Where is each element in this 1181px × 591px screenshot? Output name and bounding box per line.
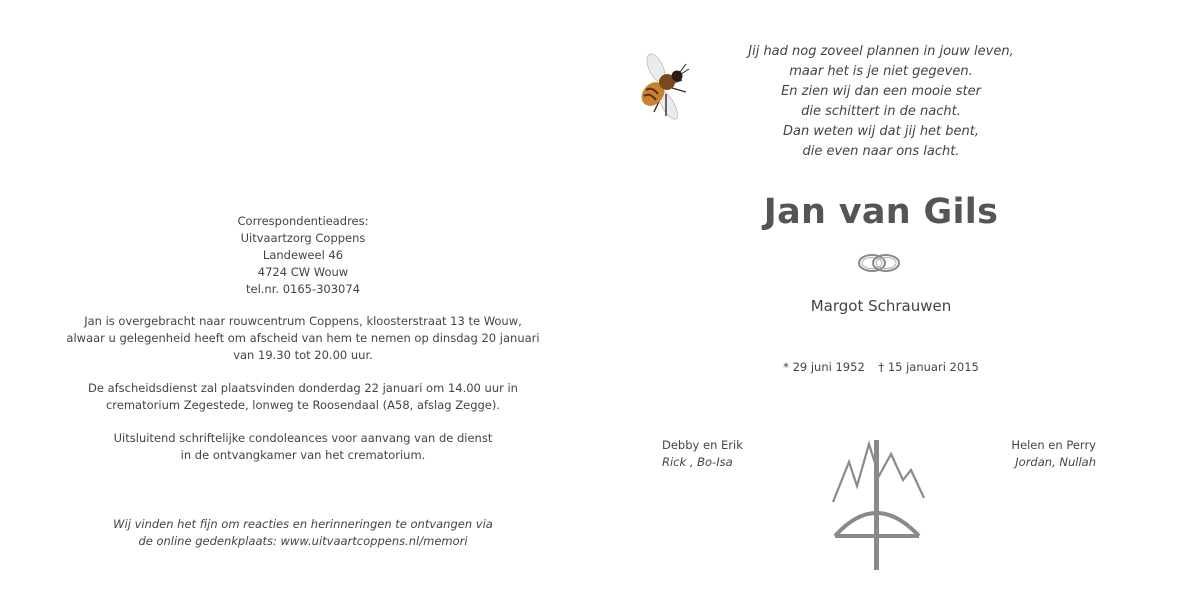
online-line: de online gedenkplaats: www.uitvaartcoppens.nl/memori <box>138 534 468 548</box>
condolence-line: in de ontvangkamer van het crematorium. <box>180 448 426 462</box>
service-line: De afscheidsdienst zal plaatsvinden donderdag 22 januari om 14.00 uur in <box>88 381 518 395</box>
condolence-notice <box>0 430 606 464</box>
transfer-line: van 19.30 tot 20.00 uur. <box>233 348 373 362</box>
family-right <box>981 437 1096 471</box>
poem-line: die even naar ons lacht. <box>802 144 960 159</box>
left-page <box>0 0 590 591</box>
family-left-children: Rick , Bo-Isa <box>662 455 733 469</box>
service-notice <box>0 380 606 414</box>
poem-line: maar het is je niet gegeven. <box>789 64 973 79</box>
online-line: Wij vinden het fijn om reacties en herinneringen te ontvangen via <box>113 517 493 531</box>
correspondence-address <box>0 213 606 298</box>
deceased-name: Jan van Gils <box>763 192 999 232</box>
poem <box>691 42 1071 162</box>
transfer-line: alwaar u gelegenheid heeft om afscheid van hem te nemen op dinsdag 20 januari <box>66 331 540 345</box>
life-dates <box>671 360 1091 374</box>
family-right-children: Jordan, Nullah <box>1015 455 1096 469</box>
transfer-line: Jan is overgebracht naar rouwcentrum Coppens, kloosterstraat 13 te Wouw, <box>84 314 522 328</box>
family-left-parents: Debby en Erik <box>662 438 743 452</box>
correspondence-company: Uitvaartzorg Coppens <box>240 231 366 245</box>
family-left <box>662 437 743 471</box>
online-memorial-notice <box>0 516 606 550</box>
correspondence-phone: tel.nr. 0165-303074 <box>245 282 361 296</box>
family-right-parents: Helen en Perry <box>1011 438 1096 452</box>
poem-line: die schittert in de nacht. <box>801 104 961 119</box>
right-page <box>591 0 1181 591</box>
correspondence-city: 4724 CW Wouw <box>257 265 349 279</box>
service-line: crematorium Zegestede, lonweg te Roosendaal (A58, afslag Zegge). <box>105 398 501 412</box>
cross-mountains-icon <box>831 440 926 575</box>
partner-name: Margot Schrauwen <box>810 297 952 315</box>
correspondence-heading: Correspondentieadres: <box>237 214 369 228</box>
condolence-line: Uitsluitend schriftelijke condoleances voor aanvang van de dienst <box>113 431 493 445</box>
poem-line: Jij had nog zoveel plannen in jouw leven, <box>748 44 1014 59</box>
poem-line: Dan weten wij dat jij het bent, <box>782 124 980 139</box>
death-date: † 15 januari 2015 <box>878 360 979 374</box>
correspondence-street: Landeweel 46 <box>262 248 344 262</box>
poem-line: En zien wij dan een mooie ster <box>781 84 981 99</box>
transfer-notice <box>0 313 606 364</box>
birth-date: * 29 juni 1952 <box>783 360 865 374</box>
bee-icon <box>636 50 692 128</box>
wedding-rings-icon <box>856 250 902 276</box>
